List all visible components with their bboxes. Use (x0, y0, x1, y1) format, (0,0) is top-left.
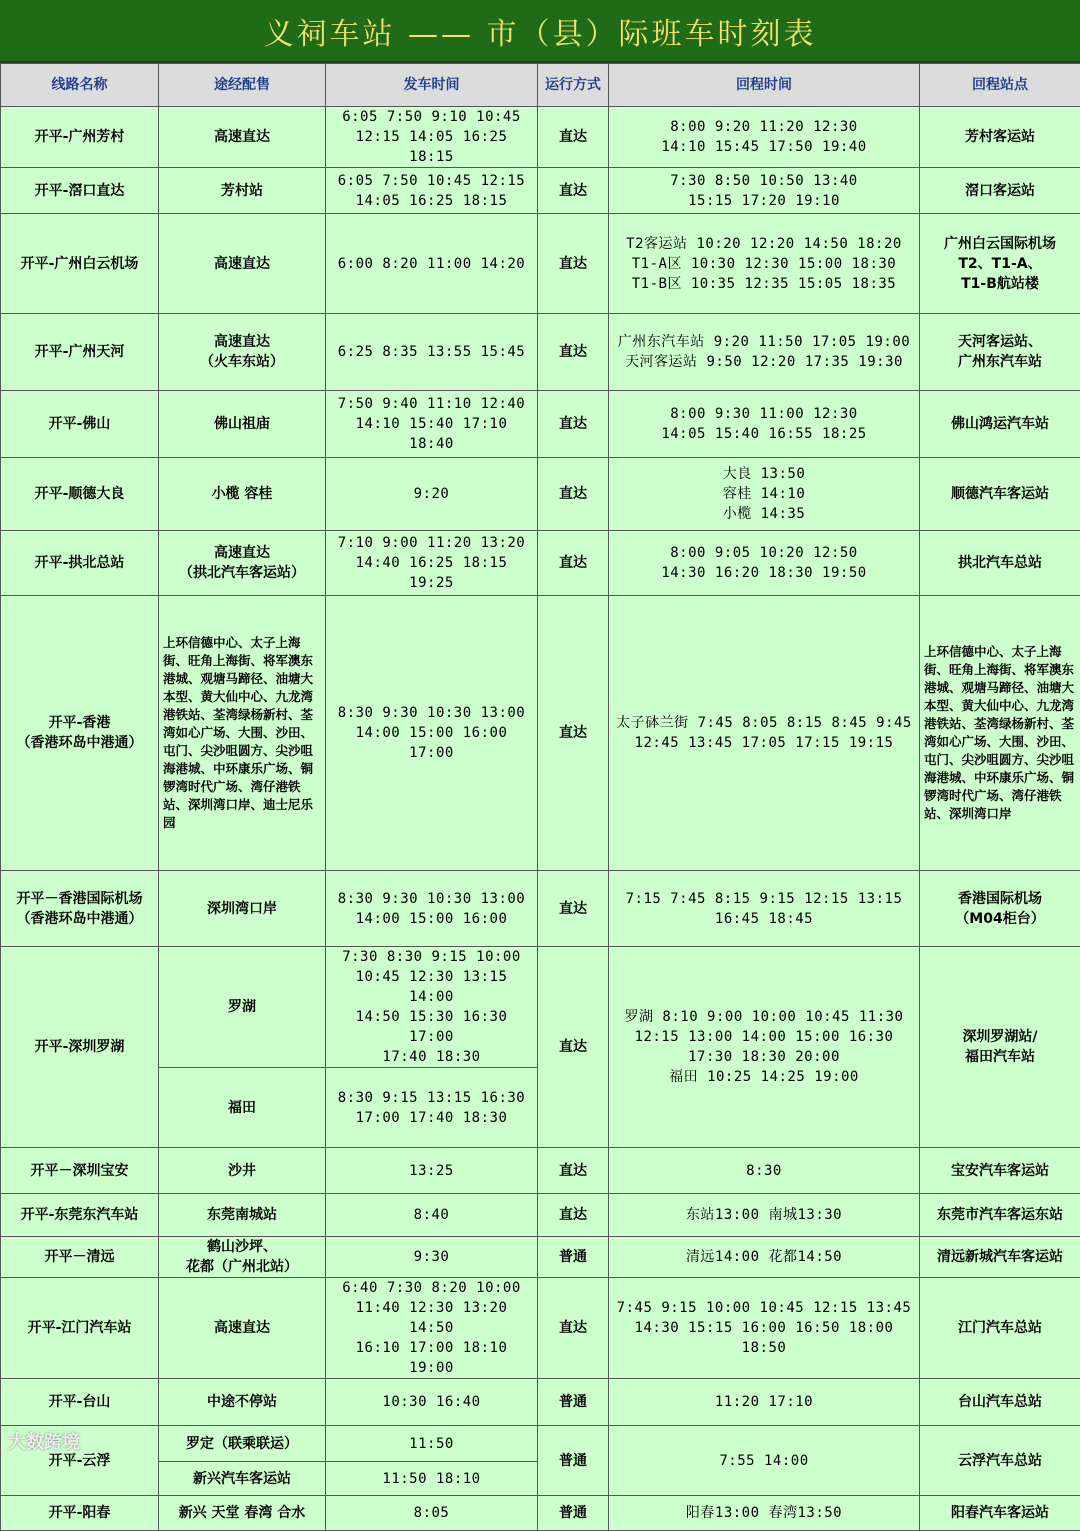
header-row (1, 64, 1080, 107)
run-mode: 普通 (538, 1237, 609, 1278)
route-name: 开平-江门汽车站 (1, 1278, 159, 1379)
header-route: 线路名称 (1, 64, 159, 107)
header-depart: 发车时间 (326, 64, 538, 107)
return-station: 佛山鸿运汽车站 (920, 391, 1080, 458)
header-via: 途经配售 (159, 64, 326, 107)
return-station: 江门汽车总站 (920, 1278, 1080, 1379)
route-name: 开平-顺德大良 (1, 458, 159, 531)
via-stops: 深圳湾口岸 (159, 871, 326, 947)
via-stops: 中途不停站 (159, 1379, 326, 1426)
return-times: 太子砵兰街 7:45 8:05 8:15 8:45 9:45 12:45 13:45 17:05 17:15 19:15 (609, 596, 920, 871)
page-title: 义祠车站 —— 市（县）际班车时刻表 (0, 0, 1080, 63)
return-station: 滘口客运站 (920, 168, 1080, 214)
return-station: 东莞市汽车客运东站 (920, 1194, 1080, 1237)
return-times: 7:30 8:50 10:50 13:40 15:15 17:20 19:10 (609, 168, 920, 214)
timetable (0, 63, 1080, 1531)
run-mode: 直达 (538, 214, 609, 314)
header-mode: 运行方式 (538, 64, 609, 107)
return-station: 台山汽车总站 (920, 1379, 1080, 1426)
return-station: 拱北汽车总站 (920, 531, 1080, 596)
via-stops: 小榄 容桂 (159, 458, 326, 531)
route-name: 开平-滘口直达 (1, 168, 159, 214)
route-name: 开平-阳春 (1, 1496, 159, 1531)
via-stops: 高速直达 (159, 1278, 326, 1379)
via-stops: 沙井 (159, 1148, 326, 1194)
via-stops: 高速直达 （火车东站） (159, 314, 326, 391)
return-times: T2客运站 10:20 12:20 14:50 18:20 T1-A区 10:30 12:30 15:00 18:30 T1-B区 10:35 12:35 15:05 18:35 (609, 214, 920, 314)
route-name: 开平-广州天河 (1, 314, 159, 391)
run-mode: 直达 (538, 391, 609, 458)
depart-times: 8:30 9:30 10:30 13:00 14:00 15:00 16:00 17:00 (326, 596, 538, 871)
return-station: 广州白云国际机场 T2、T1-A、 T1-B航站楼 (920, 214, 1080, 314)
depart-times: 9:20 (326, 458, 538, 531)
route-name: 开平－清远 (1, 1237, 159, 1278)
via-stops: 新兴 天堂 春湾 合水 (159, 1496, 326, 1531)
via-stops: 新兴汽车客运站 (159, 1462, 326, 1496)
return-station: 深圳罗湖站/ 福田汽车站 (920, 947, 1080, 1148)
depart-times: 8:30 9:15 13:15 16:30 17:00 17:40 18:30 (326, 1068, 538, 1148)
table-row (1, 168, 1080, 214)
route-name: 开平-云浮 (1, 1426, 159, 1496)
return-station: 天河客运站、 广州东汽车站 (920, 314, 1080, 391)
depart-times: 8:30 9:30 10:30 13:00 14:00 15:00 16:00 (326, 871, 538, 947)
route-name: 开平-东莞东汽车站 (1, 1194, 159, 1237)
return-times: 8:30 (609, 1148, 920, 1194)
table-row (1, 214, 1080, 314)
run-mode: 直达 (538, 871, 609, 947)
route-name: 开平-深圳罗湖 (1, 947, 159, 1148)
depart-times: 6:00 8:20 11:00 14:20 (326, 214, 538, 314)
depart-times: 6:05 7:50 9:10 10:45 12:15 14:05 16:25 18:15 (326, 107, 538, 168)
via-stops: 高速直达 （拱北汽车客运站） (159, 531, 326, 596)
via-stops: 高速直达 (159, 107, 326, 168)
return-times: 罗湖 8:10 9:00 10:00 10:45 11:30 12:15 13:00 14:00 15:00 16:30 17:30 18:30 20:00 福田 10:25 14:25 19:00 (609, 947, 920, 1148)
run-mode: 直达 (538, 947, 609, 1148)
route-name: 开平-佛山 (1, 391, 159, 458)
depart-times: 7:50 9:40 11:10 12:40 14:10 15:40 17:10 18:40 (326, 391, 538, 458)
run-mode: 直达 (538, 107, 609, 168)
return-times: 7:15 7:45 8:15 9:15 12:15 13:15 16:45 18:45 (609, 871, 920, 947)
depart-times: 8:40 (326, 1194, 538, 1237)
table-row (1, 947, 1080, 1068)
via-stops: 鹤山沙坪、 花都（广州北站） (159, 1237, 326, 1278)
table-row (1, 1237, 1080, 1278)
run-mode: 直达 (538, 1194, 609, 1237)
depart-times: 9:30 (326, 1237, 538, 1278)
return-station: 宝安汽车客运站 (920, 1148, 1080, 1194)
via-stops: 福田 (159, 1068, 326, 1148)
depart-times: 11:50 (326, 1426, 538, 1462)
return-times: 7:45 9:15 10:00 10:45 12:15 13:45 14:30 15:15 16:00 16:50 18:00 18:50 (609, 1278, 920, 1379)
via-stops: 东莞南城站 (159, 1194, 326, 1237)
table-row (1, 871, 1080, 947)
route-name: 开平－香港国际机场 （香港环岛中港通） (1, 871, 159, 947)
table-row (1, 458, 1080, 531)
header-return-station: 回程站点 (920, 64, 1080, 107)
depart-times: 6:25 8:35 13:55 15:45 (326, 314, 538, 391)
return-station: 香港国际机场 （M04柜台） (920, 871, 1080, 947)
return-times: 大良 13:50 容桂 14:10 小榄 14:35 (609, 458, 920, 531)
depart-times: 7:10 9:00 11:20 13:20 14:40 16:25 18:15 19:25 (326, 531, 538, 596)
run-mode: 直达 (538, 596, 609, 871)
route-name: 开平-广州白云机场 (1, 214, 159, 314)
return-times: 11:20 17:10 (609, 1379, 920, 1426)
table-row (1, 531, 1080, 596)
table-row (1, 1379, 1080, 1426)
table-row (1, 391, 1080, 458)
return-times: 清远14:00 花都14:50 (609, 1237, 920, 1278)
run-mode: 普通 (538, 1426, 609, 1496)
return-times: 7:55 14:00 (609, 1426, 920, 1496)
via-stops: 上环信德中心、太子上海街、旺角上海街、将军澳东港城、观塘马蹄径、油塘大本型、黄大仙中心、九龙湾港铁站、荃湾绿杨新村、荃湾如心广场、大围、沙田、屯门、尖沙咀圆方、尖沙咀海港城、中环康乐广场、铜锣湾时代广场、湾仔港铁站、深圳湾口岸、迪士尼乐园 (159, 596, 326, 871)
route-name: 开平-拱北总站 (1, 531, 159, 596)
return-station: 上环信德中心、太子上海街、旺角上海街、将军澳东港城、观塘马蹄径、油塘大本型、黄大仙中心、九龙湾港铁站、荃湾绿杨新村、荃湾如心广场、大围、沙田、屯门、尖沙咀圆方、尖沙咀海港城、中环康乐广场、铜锣湾时代广场、湾仔港铁站、深圳湾口岸 (920, 596, 1080, 871)
route-name: 开平-台山 (1, 1379, 159, 1426)
run-mode: 普通 (538, 1379, 609, 1426)
return-station: 云浮汽车总站 (920, 1426, 1080, 1496)
depart-times: 11:50 18:10 (326, 1462, 538, 1496)
watermark: 大数跨境 (8, 1428, 80, 1454)
run-mode: 直达 (538, 458, 609, 531)
run-mode: 直达 (538, 168, 609, 214)
return-station: 芳村客运站 (920, 107, 1080, 168)
run-mode: 直达 (538, 314, 609, 391)
depart-times: 13:25 (326, 1148, 538, 1194)
return-times: 东站13:00 南城13:30 (609, 1194, 920, 1237)
via-stops: 罗湖 (159, 947, 326, 1068)
run-mode: 直达 (538, 1148, 609, 1194)
table-row (1, 1148, 1080, 1194)
via-stops: 佛山祖庙 (159, 391, 326, 458)
return-station: 阳春汽车客运站 (920, 1496, 1080, 1531)
via-stops: 高速直达 (159, 214, 326, 314)
route-name: 开平－深圳宝安 (1, 1148, 159, 1194)
return-times: 8:00 9:30 11:00 12:30 14:05 15:40 16:55 18:25 (609, 391, 920, 458)
table-row (1, 1194, 1080, 1237)
return-times: 8:00 9:05 10:20 12:50 14:30 16:20 18:30 19:50 (609, 531, 920, 596)
return-times: 8:00 9:20 11:20 12:30 14:10 15:45 17:50 19:40 (609, 107, 920, 168)
table-row (1, 1278, 1080, 1379)
run-mode: 直达 (538, 1278, 609, 1379)
table-row (1, 1426, 1080, 1462)
route-name: 开平-香港 （香港环岛中港通） (1, 596, 159, 871)
header-return-time: 回程时间 (609, 64, 920, 107)
return-station: 顺德汽车客运站 (920, 458, 1080, 531)
via-stops: 芳村站 (159, 168, 326, 214)
return-times: 广州东汽车站 9:20 11:50 17:05 19:00 天河客运站 9:50 12:20 17:35 19:30 (609, 314, 920, 391)
run-mode: 直达 (538, 531, 609, 596)
via-stops: 罗定（联乘联运） (159, 1426, 326, 1462)
depart-times: 8:05 (326, 1496, 538, 1531)
table-row (1, 1496, 1080, 1531)
depart-times: 7:30 8:30 9:15 10:00 10:45 12:30 13:15 14:00 14:50 15:30 16:30 17:00 17:40 18:30 (326, 947, 538, 1068)
table-row (1, 314, 1080, 391)
table-row (1, 596, 1080, 871)
depart-times: 6:40 7:30 8:20 10:00 11:40 12:30 13:20 14:50 16:10 17:00 18:10 19:00 (326, 1278, 538, 1379)
return-station: 清远新城汽车客运站 (920, 1237, 1080, 1278)
depart-times: 10:30 16:40 (326, 1379, 538, 1426)
return-times: 阳春13:00 春湾13:50 (609, 1496, 920, 1531)
depart-times: 6:05 7:50 10:45 12:15 14:05 16:25 18:15 (326, 168, 538, 214)
table-row (1, 107, 1080, 168)
route-name: 开平-广州芳村 (1, 107, 159, 168)
run-mode: 普通 (538, 1496, 609, 1531)
